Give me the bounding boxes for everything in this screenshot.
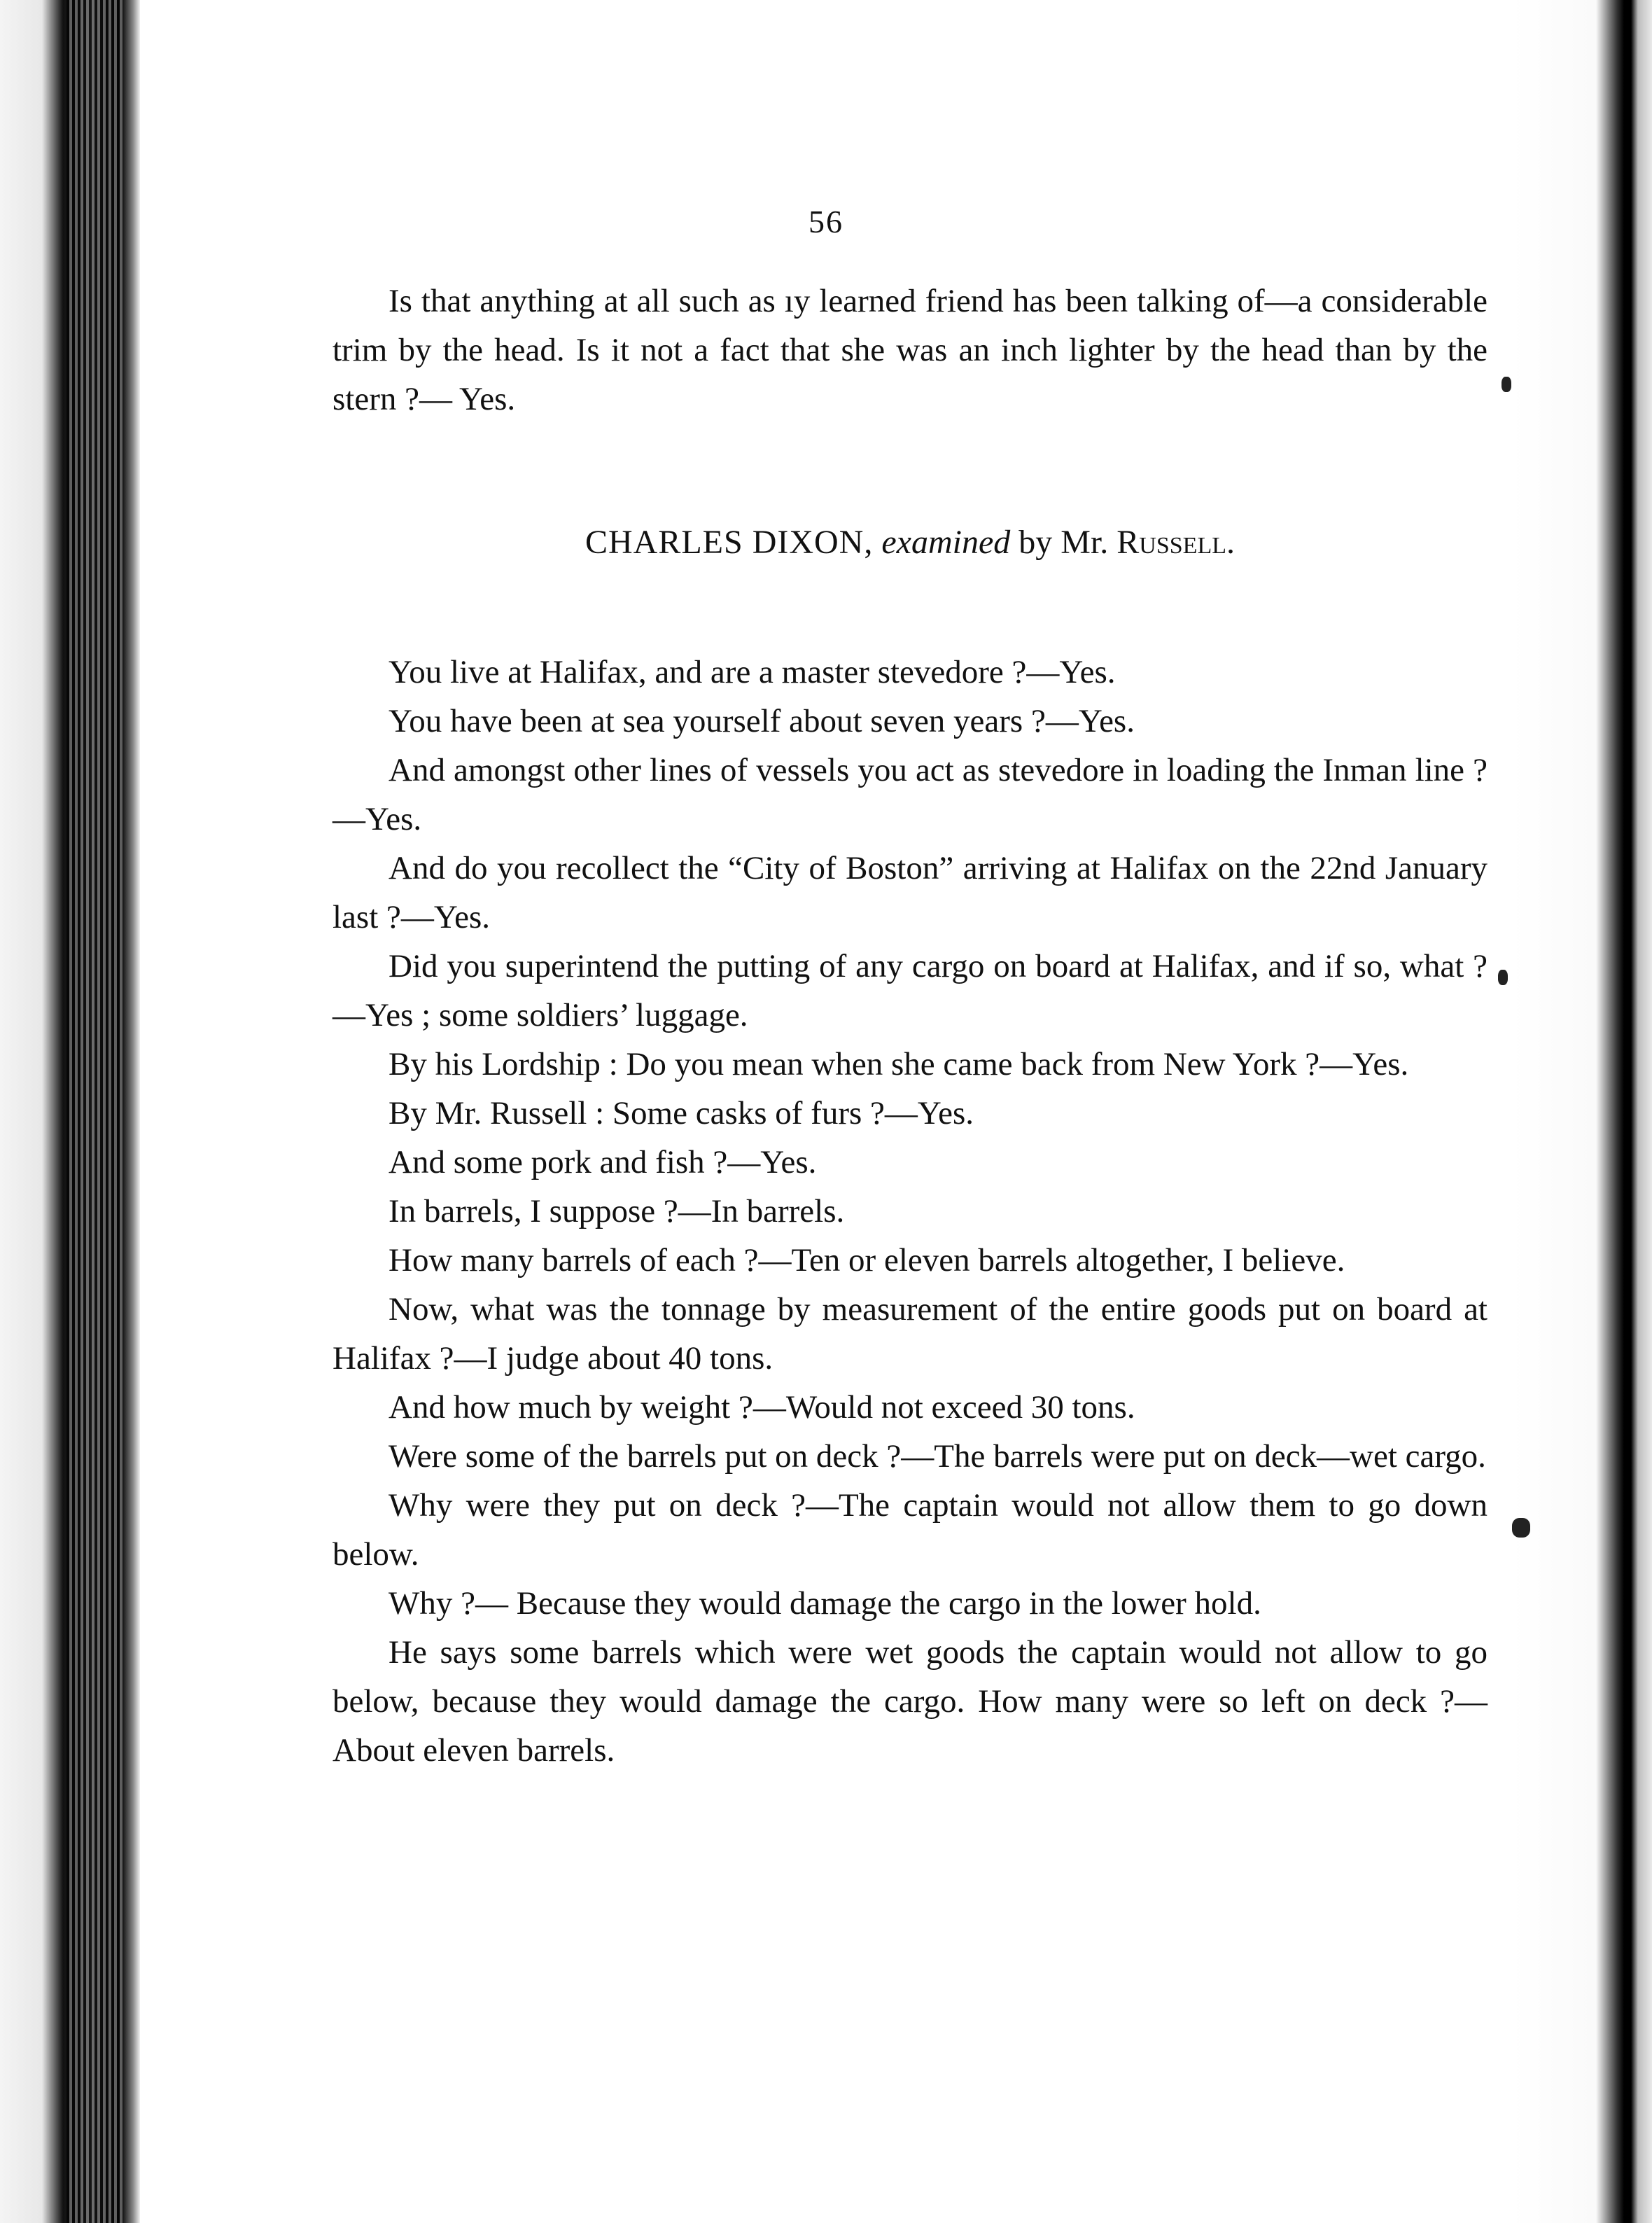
paragraph: Why ?— Because they would damage the cargo in the lower hold.: [388, 1585, 1261, 1622]
page-edges: [66, 0, 122, 2223]
paragraph: And do you recollect the “City of Boston” arriving at Halifax on the 22nd January last ?—Yes.: [332, 850, 1488, 935]
page-body: [332, 277, 1488, 1775]
paragraph: In barrels, I suppose ?—In barrels.: [388, 1193, 845, 1229]
paragraph: He says some barrels which were wet goods the captain would not allow to go below, because they would damage the cargo. How many were so left on deck ?— About eleven barrels.: [332, 1634, 1488, 1769]
paragraph: And some pork and fish ?—Yes.: [388, 1144, 817, 1180]
paragraph: Now, what was the tonnage by measurement of the entire goods put on board at Halifax ?—I judge about 40 tons.: [332, 1291, 1488, 1377]
book-page: [140, 0, 1512, 2223]
paragraph: Were some of the barrels put on deck ?—The barrels were put on deck—wet cargo.: [388, 1438, 1486, 1475]
paragraph: And how much by weight ?—Would not exceed 30 tons.: [388, 1389, 1135, 1426]
witness-role: examined: [881, 524, 1011, 561]
right-page-edge: [1512, 0, 1652, 2223]
margin-speck: [1502, 377, 1511, 392]
paragraph: And amongst other lines of vessels you act as stevedore in loading the Inman line ?—Yes.: [332, 752, 1488, 837]
by-text: by Mr.: [1018, 524, 1109, 561]
page-number: 56: [808, 204, 844, 239]
witness-heading: [332, 518, 1488, 567]
paragraph: Is that anything at all such as ıy learned friend has been talking of—a considerable trim by the head. Is it not a fact that she was an inch lighter by the head than by the stern ?— Yes.: [332, 283, 1488, 417]
paragraph: Did you superintend the putting of any cargo on board at Halifax, and if so, what ?—Yes ; some soldiers’ luggage.: [332, 948, 1488, 1033]
margin-speck: [1498, 970, 1508, 985]
paragraph: How many barrels of each ?—Ten or eleven barrels altogether, I believe.: [388, 1242, 1345, 1278]
paragraph: By Mr. Russell : Some casks of furs ?—Yes.: [388, 1095, 974, 1131]
paragraph: You have been at sea yourself about seven years ?—Yes.: [388, 703, 1135, 739]
witness-name: CHARLES DIXON,: [585, 524, 874, 561]
margin-speck: [1512, 1518, 1530, 1538]
paragraph: Why were they put on deck ?—The captain would not allow them to go down below.: [332, 1487, 1488, 1573]
examiner-name: Russell.: [1116, 524, 1235, 561]
paragraph: You live at Halifax, and are a master stevedore ?—Yes.: [388, 654, 1116, 690]
paragraph: By his Lordship : Do you mean when she came back from New York ?—Yes.: [388, 1046, 1409, 1082]
